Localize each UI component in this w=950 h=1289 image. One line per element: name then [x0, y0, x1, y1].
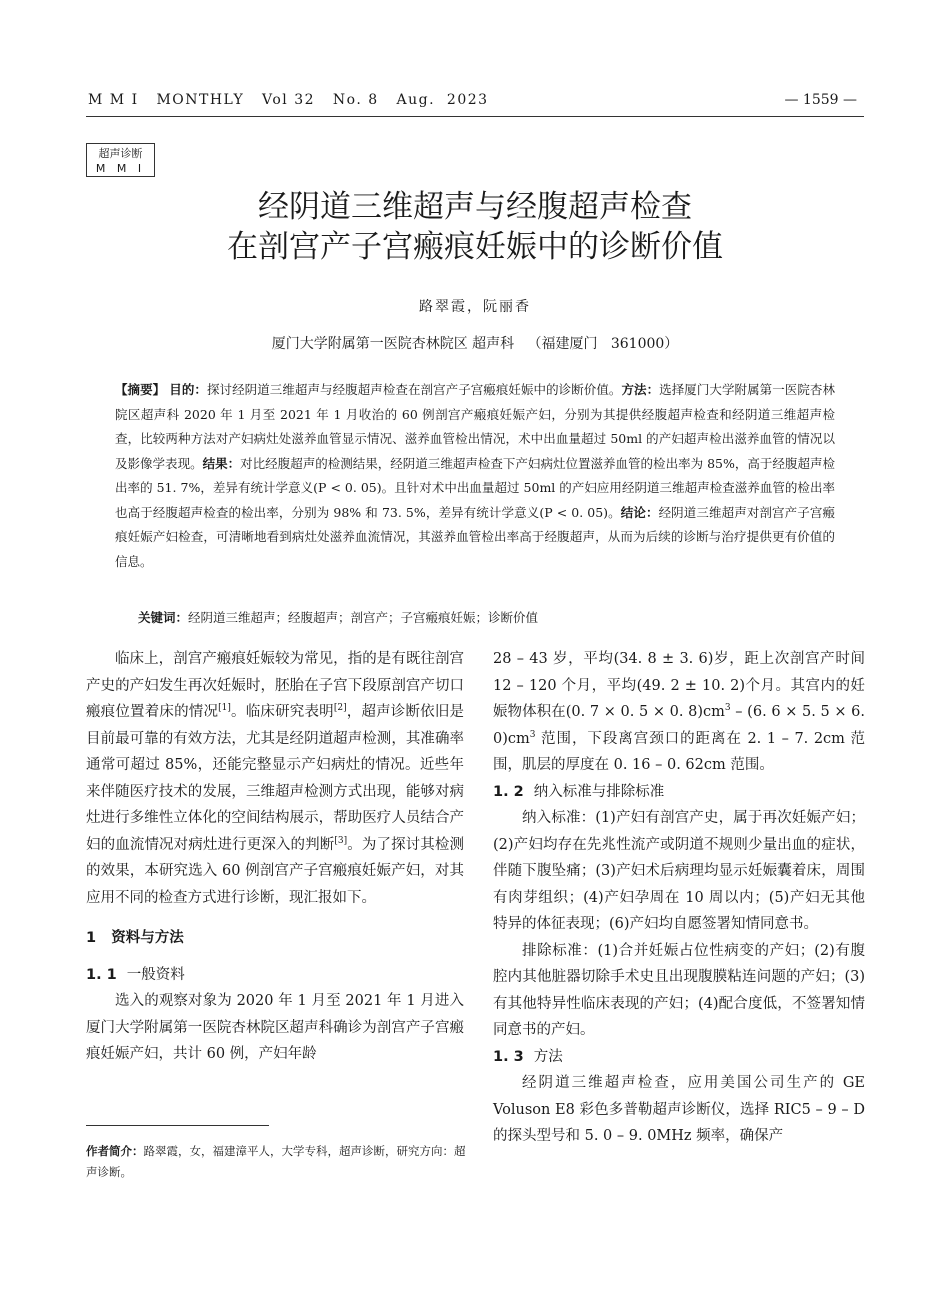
- subsection-1-2-title: 纳入标准与排除标准: [533, 783, 665, 800]
- left-column: [86, 646, 464, 1068]
- general-data-continued: [493, 646, 865, 779]
- header-divider: [86, 116, 864, 117]
- intro-text-a: 临床上，剖宫产瘢痕妊娠较为常见，指的是有既往剖宫产史的产妇发生再次妊娠时，胚胎在子宫下段原剖宫产切口瘢痕位置着床的情况: [86, 651, 464, 720]
- abstract: [115, 378, 835, 574]
- continued-text-c: 范围，下段离宫颈口的距离在 2. 1 – 7. 2cm 范围，肌层的厚度在 0. 16 – 0. 62cm 范围。: [493, 730, 865, 773]
- abstract-purpose-label: 目的：: [169, 382, 207, 397]
- subsection-1-1-heading: [86, 962, 464, 989]
- general-data-paragraph: 选入的观察对象为 2020 年 1 月至 2021 年 1 月进入厦门大学附属第一医院杏林院区超声科确诊为剖宫产子宫瘢痕妊娠产妇，共计 60 例，产妇年龄: [86, 993, 464, 1062]
- subsection-1-3-title: 方法: [533, 1048, 563, 1065]
- subsection-1-3-heading: [493, 1044, 865, 1071]
- footnote-divider: [86, 1125, 269, 1126]
- authors: 路翠霞，阮丽香: [419, 299, 531, 315]
- intro-text-b: 。临床研究表明: [230, 704, 334, 720]
- continued-text-a: 28 – 43 岁，平均(34. 8 ± 3. 6)岁，距上次剖宫产时间 12 – 120 个月，平均(49. 2 ± 10. 2)个月。其宫内的妊娠物体积在(0. 7 × 0. 5 × 0. 8)cm: [493, 651, 865, 720]
- abstract-result: 对比经腹超声的检测结果，经阴道三维超声检查下产妇病灶位置滋养血管的检出率为 85%，高于经腹超声检出率的 51. 7%，差异有统计学意义(P < 0. 05)。且针对术中出血量超过 50ml 的产妇应用经阴道三维超声检查滋养血管的检出率也高于经腹超声检查的检出率，分别为 98% 和 73. 5%，差异有统计学意义(P < 0. 05)。: [115, 455, 835, 520]
- citation-1: [1]: [218, 703, 231, 714]
- abstract-conclusion-label: 结论：: [620, 504, 659, 520]
- intro-text-c: ，超声诊断依旧是目前最可靠的有效方法，尤其是经阴道超声检测，其准确率通常可超过 85%，还能完整显示产妇病灶的情况。近些年来伴随医疗技术的发展，三维超声检测方式出现，能够对病灶进行多维性立体化的空间结构展示，帮助医疗人员结合产妇的血流情况对病灶进行更深入的判断: [86, 704, 465, 853]
- intro-text-d: 。为了探讨其检测的效果，本研究选入 60 例剖宫产子宫瘢痕妊娠产妇，对其应用不同的检查方式进行诊断，现汇报如下。: [86, 836, 465, 906]
- citation-2: [2]: [333, 703, 347, 714]
- superscript-cubed-1: 3: [724, 703, 731, 714]
- title-line-1: 经阴道三维超声与经腹超声检查: [258, 189, 692, 225]
- subsection-1-2-heading: [493, 779, 865, 806]
- section-tag-label: 超声诊断: [98, 147, 143, 160]
- intro-paragraph: [86, 646, 464, 911]
- keywords: [138, 608, 838, 626]
- journal-header: M M I MONTHLY Vol 32 No. 8 Aug. 2023: [88, 92, 489, 108]
- abstract-method: 选择厦门大学附属第一医院杏林院区超声科 2020 年 1 月至 2021 年 1 月收治的 60 例剖宫产瘢痕妊娠产妇，分别为其提供经腹超声检查和经阴道三维超声检查，比较两种方法对产妇病灶处滋养血管显示情况、滋养血管检出情况，术中出血量超过 50ml 的产妇超声检出滋养血管的情况以及影像学表现。: [115, 382, 835, 471]
- continued-text-b: – (6. 6 × 5. 5 × 6. 0)cm: [493, 704, 865, 747]
- section-tag-abbr: M M I: [95, 162, 146, 175]
- subsection-1-2-number: 1. 2: [493, 783, 524, 800]
- method-paragraph: 经阴道三维超声检查，应用美国公司生产的 GE Voluson E8 彩色多普勒超声诊断仪，选择 RIC5 – 9 – D 的探头型号和 5. 0 – 9. 0MHz 频率，确保产: [493, 1075, 865, 1144]
- section-tag: [86, 143, 155, 177]
- superscript-cubed-2: 3: [529, 729, 536, 740]
- inclusion-criteria: 纳入标准：(1)产妇有剖宫产史，属于再次妊娠产妇；(2)产妇均存在先兆性流产或阴道不规则少量出血的症状，伴随下腹坠痛；(3)产妇术后病理均显示妊娠囊着床，周围有肉芽组织；(4)产妇孕周在 10 周以内；(5)产妇无其他特异的体征表现；(6)产妇均自愿签署知情同意书。: [493, 810, 865, 932]
- keywords-text: 经阴道三维超声；经腹超声；剖宫产；子宫瘢痕妊娠；诊断价值: [188, 610, 539, 625]
- abstract-label: 【摘要】: [115, 382, 166, 397]
- right-column: [493, 646, 865, 1150]
- affiliation: 厦门大学附属第一医院杏林院区 超声科 （福建厦门 361000）: [271, 336, 679, 352]
- abstract-result-label: 结果：: [202, 455, 241, 471]
- subsection-1-1-title: 一般资料: [126, 966, 185, 983]
- section-1-heading: 1 资料与方法: [86, 930, 184, 946]
- abstract-method-label: 方法：: [621, 382, 660, 397]
- keywords-label: 关键词：: [138, 610, 189, 625]
- title-line-2: 在剖宫产子宫瘢痕妊娠中的诊断价值: [227, 229, 723, 265]
- author-footnote: [86, 1141, 466, 1183]
- citation-3: [3]: [334, 835, 348, 846]
- page-number: — 1559 —: [784, 92, 857, 108]
- abstract-purpose: 探讨经阴道三维超声与经腹超声检查在剖宫产子宫瘢痕妊娠中的诊断价值。: [206, 382, 622, 397]
- subsection-1-3-number: 1. 3: [493, 1048, 524, 1065]
- exclusion-criteria: 排除标准：(1)合并妊娠占位性病变的产妇；(2)有腹腔内其他脏器切除手术史且出现腹膜粘连问题的产妇；(3)有其他特异性临床表现的产妇；(4)配合度低，不签署知情同意书的产妇。: [493, 942, 865, 1038]
- footnote-text: 路翠霞，女，福建漳平人，大学专科，超声诊断，研究方向：超声诊断。: [86, 1144, 466, 1179]
- footnote-label: 作者简介：: [86, 1144, 144, 1158]
- subsection-1-1-number: 1. 1: [86, 966, 117, 983]
- abstract-conclusion: 经阴道三维超声对剖宫产子宫瘢痕妊娠产妇检查，可清晰地看到病灶处滋养血流情况，其滋养血管检出率高于经腹超声，从而为后续的诊断与治疗提供更有价值的信息。: [115, 504, 835, 569]
